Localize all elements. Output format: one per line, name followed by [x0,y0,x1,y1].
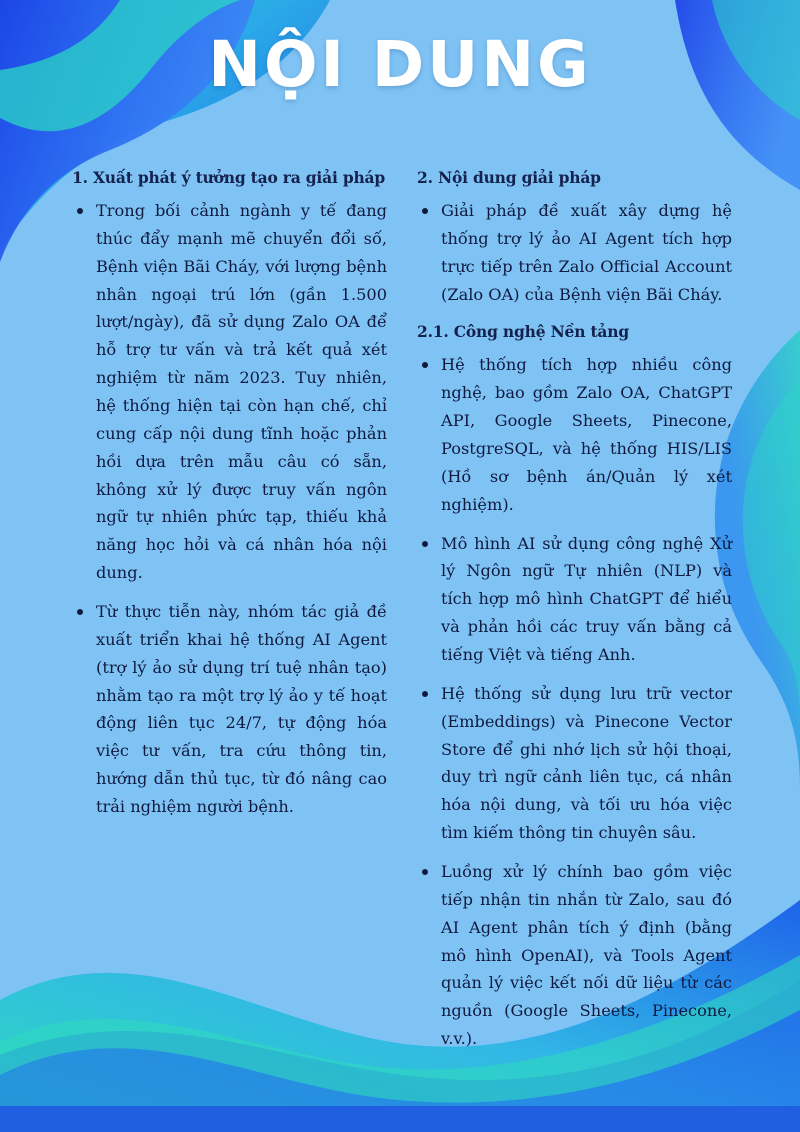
left-column-heading: 1. Xuất phát ý tưởng tạo ra giải pháp [72,168,386,187]
page-title: NỘI DUNG [208,28,592,101]
right-column-subheading: 2.1. Công nghệ Nền tảng [417,322,629,342]
list-item: Luồng xử lý chính bao gồm việc tiếp nhận tin nhắn từ Zalo, sau đó AI Agent phân tích ý định (bằng mô hình OpenAI), và Tools Agent quản lý việc kết nối dữ liệu từ các nguồn (Google Sheets, Pinecone, v.v.). [417,858,732,1053]
left-column [72,168,387,1064]
left-column-bullet-list [72,197,387,821]
list-item: Hệ thống tích hợp nhiều công nghệ, bao gồm Zalo OA, ChatGPT API, Google Sheets, Pinecone, PostgreSQL, và hệ thống HIS/LIS (Hồ sơ bệnh án/Quản lý xét nghiệm). [417,351,732,518]
right-column [417,168,732,1064]
content-columns [72,168,732,1064]
list-item: Từ thực tiễn này, nhóm tác giả đề xuất triển khai hệ thống AI Agent (trợ lý ảo sử dụng trí tuệ nhân tạo) nhằm tạo ra một trợ lý ảo y tế hoạt động liên tục 24/7, tự động hóa việc tư vấn, tra cứu thông tin, hướng dẫn thủ tục, từ đó nâng cao trải nghiệm người bệnh. [72,598,387,821]
right-column-heading: 2. Nội dung giải pháp [417,168,601,187]
list-item: Trong bối cảnh ngành y tế đang thúc đẩy mạnh mẽ chuyển đổi số, Bệnh viện Bãi Cháy, với lượng bệnh nhân ngoại trú lớn (gần 1.500 lượt/ngày), đã sử dụng Zalo OA để hỗ trợ tư vấn và trả kết quả xét nghiệm từ năm 2023. Tuy nhiên, hệ thống hiện tại còn hạn chế, chỉ cung cấp nội dung tĩnh hoặc phản hồi dựa trên mẫu câu có sẵn, không xử lý được truy vấn ngôn ngữ tự nhiên phức tạp, thiếu khả năng học hỏi và cá nhân hóa nội dung. [72,197,387,587]
list-item: Mô hình AI sử dụng công nghệ Xử lý Ngôn ngữ Tự nhiên (NLP) và tích hợp mô hình ChatGPT để hiểu và phản hồi các truy vấn bằng cả tiếng Việt và tiếng Anh. [417,530,732,669]
list-item: Giải pháp đề xuất xây dựng hệ thống trợ lý ảo AI Agent tích hợp trực tiếp trên Zalo Official Account (Zalo OA) của Bệnh viện Bãi Cháy. [417,197,732,308]
right-column-intro-list [417,197,732,308]
right-column-bullet-list [417,351,732,1053]
list-item: Hệ thống sử dụng lưu trữ vector (Embeddings) và Pinecone Vector Store để ghi nhớ lịch sử hội thoại, duy trì ngữ cảnh liên tục, cá nhân hóa nội dung, và tối ưu hóa việc tìm kiếm thông tin chuyên sâu. [417,680,732,847]
